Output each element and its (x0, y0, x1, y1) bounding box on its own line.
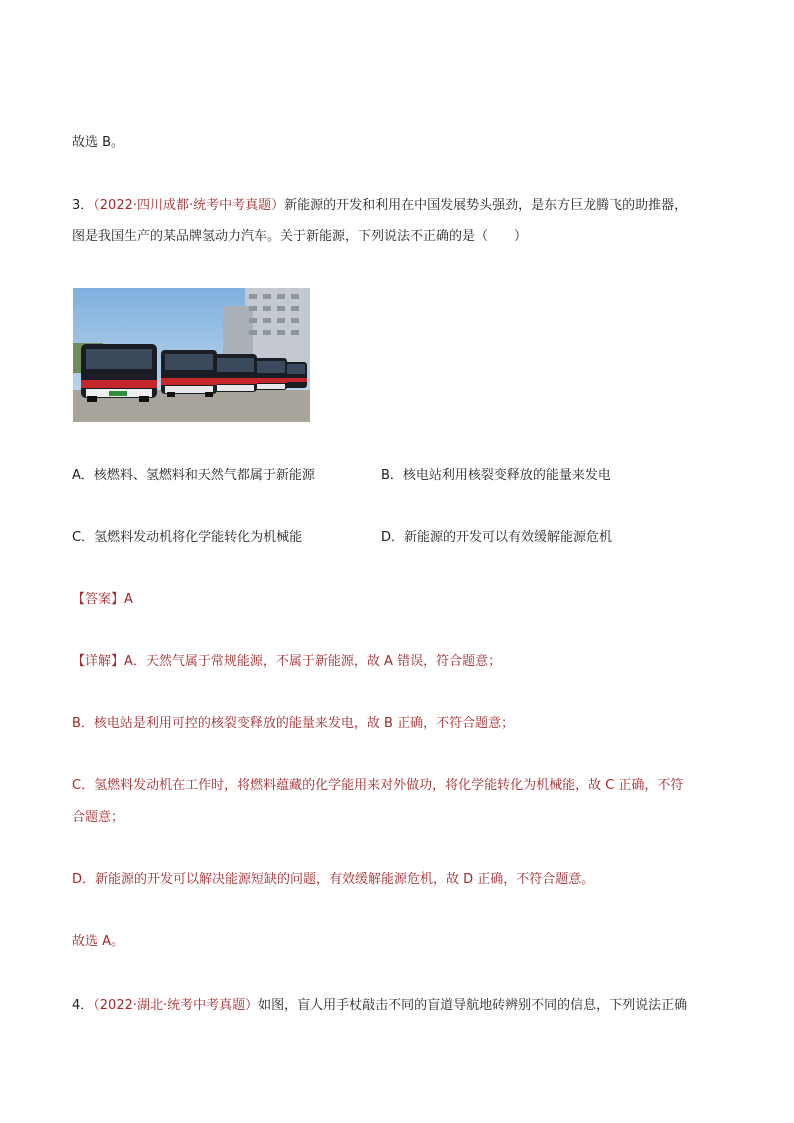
detail-tag: 【详解】 (72, 654, 125, 669)
previous-conclusion: 故选 B。 (72, 135, 125, 150)
question-4-stem-line1 (72, 996, 687, 1016)
answer-value: A (124, 592, 133, 607)
question-stem-text: 如图，盲人用手杖敲击不同的盲道导航地砖辨别不同的信息，下列说法正确 (258, 998, 688, 1013)
question-source: （2022·湖北·统考中考真题） (93, 998, 259, 1013)
answer-line (72, 590, 133, 610)
detail-a-text: A．天然气属于常规能源，不属于新能源，故 A 错误，符合题意； (124, 654, 502, 669)
hydrogen-bus-photo (73, 288, 310, 422)
option-b: B．核电站利用核裂变释放的能量来发电 (381, 468, 611, 483)
detail-b-line: B．核电站是利用可控的核裂变释放的能量来发电，故 B 正确，不符合题意； (72, 716, 515, 731)
question-3-stem-line2: 图是我国生产的某品牌氢动力汽车。关于新能源，下列说法不正确的是（ ） (72, 229, 528, 244)
question-3-stem-line1 (72, 196, 687, 216)
option-a: A．核燃料、氢燃料和天然气都属于新能源 (72, 468, 315, 483)
question-number: 3． (72, 198, 94, 213)
detail-c-line2: 合题意； (72, 810, 125, 825)
detail-d-line: D．新能源的开发可以解决能源短缺的问题，有效缓解能源危机，故 D 正确，不符合题意。 (72, 872, 595, 887)
detail-c-line1: C．氢燃料发动机在工作时，将燃料蕴藏的化学能用来对外做功，将化学能转化为机械能，故 C 正确，不符 (72, 778, 684, 793)
question-source: （2022·四川成都·统考中考真题） (93, 198, 285, 213)
option-c: C．氢燃料发动机将化学能转化为机械能 (72, 530, 303, 545)
option-d: D．新能源的开发可以有效缓解能源危机 (381, 530, 613, 545)
detail-a-line (72, 652, 501, 672)
answer-tag: 【答案】 (72, 592, 125, 607)
conclusion-line: 故选 A。 (72, 934, 125, 949)
question-stem-text: 新能源的开发和利用在中国发展势头强劲，是东方巨龙腾飞的助推器， (284, 198, 688, 213)
question-number: 4． (72, 998, 94, 1013)
